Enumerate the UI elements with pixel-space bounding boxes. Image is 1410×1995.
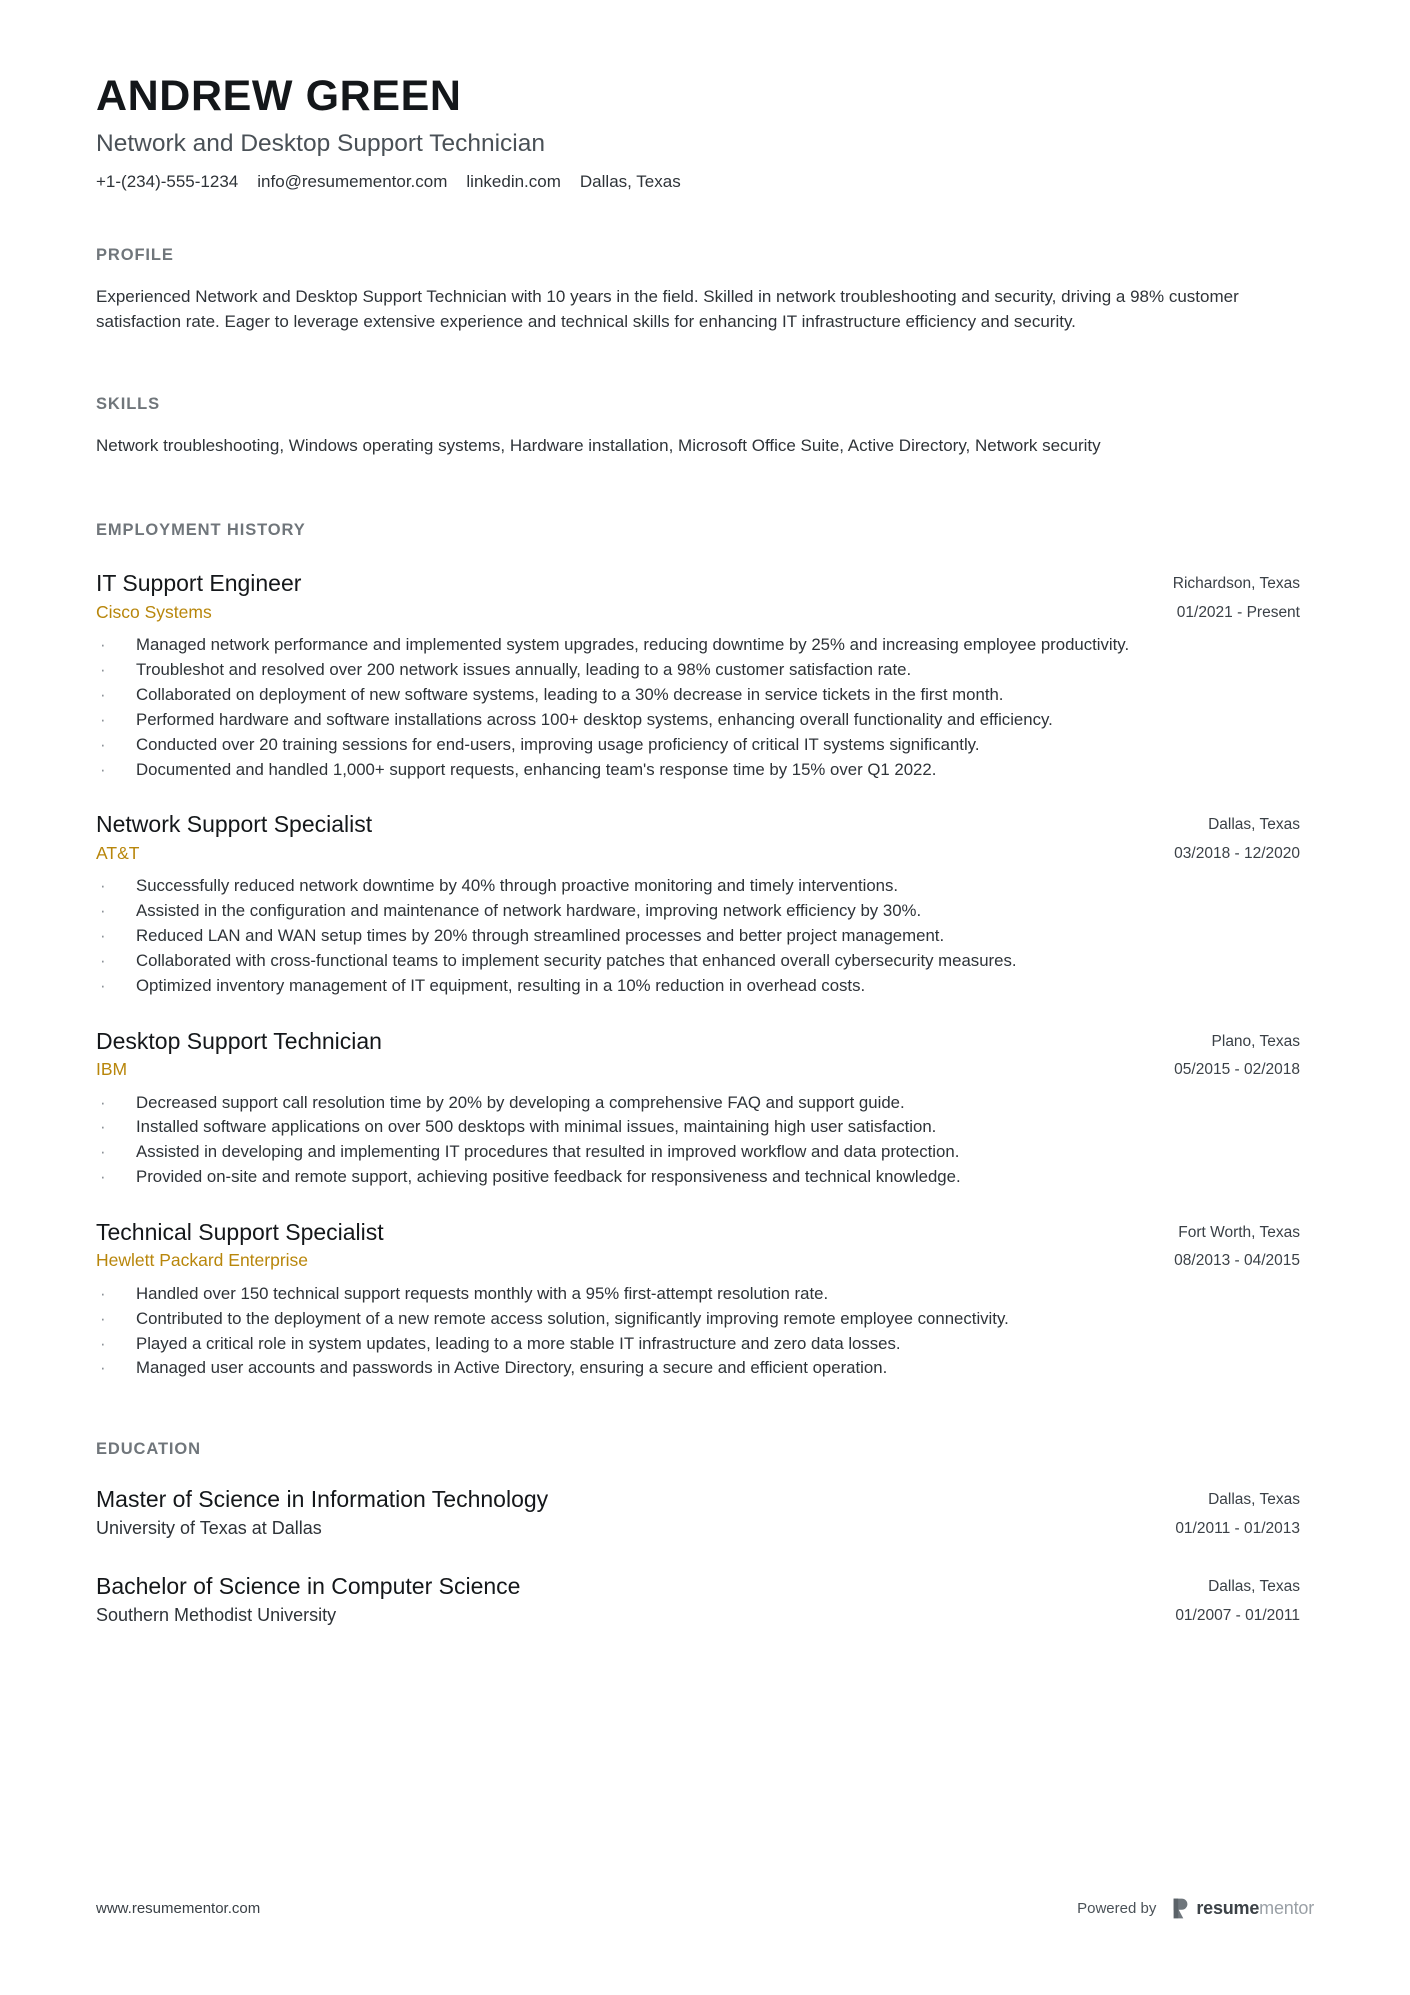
bullet-dot-icon: · [100,635,106,655]
employment-bullet-text: Collaborated with cross-functional teams to implement security patches that enhanced overall cybersecurity measures. [136,950,1017,970]
employment-bullet-text: Assisted in the configuration and maintenance of network hardware, improving network efficiency by 30%. [136,901,922,921]
employment-entry-meta [1150,1218,1300,1273]
page-footer [96,1898,1314,1919]
employment-bullet-text: Contributed to the deployment of a new remote access solution, significantly improving remote employee connectivity. [136,1308,1009,1328]
brand-name-bold: resume [1196,1898,1260,1918]
contact-email: info@resumementor.com [257,171,448,191]
employment-dates: 08/2013 - 04/2015 [1174,1252,1300,1270]
employment-dates: 05/2015 - 02/2018 [1174,1061,1300,1079]
section-heading-profile: PROFILE [96,245,174,264]
employment-bullet [96,874,1300,898]
employment-bullet-text: Installed software applications on over 500 desktops with minimal issues, maintaining high user satisfaction. [136,1117,937,1137]
employment-bullet [96,1356,1300,1380]
education-entry-header [96,1485,1300,1540]
bullet-dot-icon: · [100,709,106,729]
employment-job-title: IT Support Engineer [96,570,302,597]
employment-bullet-text: Provided on-site and remote support, achieving positive feedback for responsiveness and technical knowledge. [136,1167,961,1187]
education-entry-meta [1151,1485,1300,1540]
section-heading-education: EDUCATION [96,1440,201,1459]
employment-bullet [96,633,1300,657]
contact-linkedin: linkedin.com [466,171,561,191]
employment-bullet [96,733,1300,757]
bullet-dot-icon: · [100,1283,106,1303]
candidate-name: ANDREW GREEN [96,72,462,120]
employment-bullet [96,1332,1300,1356]
employment-bullet [96,1282,1300,1306]
employment-bullet [96,1091,1300,1115]
employment-dates: 03/2018 - 12/2020 [1174,844,1300,862]
employment-bullet-text: Assisted in developing and implementing IT procedures that resulted in improved workflow and data protection. [136,1142,960,1162]
section-education [96,1440,1300,1627]
education-entry [96,1485,1300,1540]
employment-job-title: Network Support Specialist [96,811,373,838]
employment-bullet [96,1140,1300,1164]
employment-bullet [96,949,1300,973]
employment-bullet-text: Managed user accounts and passwords in Active Directory, ensuring a secure and efficient operation. [136,1358,888,1378]
employment-entry-list [96,569,1300,1380]
employment-bullet [96,924,1300,948]
bullet-dot-icon: · [100,1092,106,1112]
employment-bullet-text: Played a critical role in system updates, leading to a more stable IT infrastructure and zero data losses. [136,1333,901,1353]
employment-bullet-text: Performed hardware and software installations across 100+ desktop systems, enhancing overall functionality and efficiency. [136,709,1053,729]
employment-bullet-text: Documented and handled 1,000+ support requests, enhancing team's response time by 15% over Q1 2022. [136,759,937,779]
employment-entry-meta [1150,1027,1300,1082]
section-employment-history [96,521,1300,1380]
footer-website[interactable]: www.resumementor.com [96,1900,261,1917]
employment-bullet-text: Reduced LAN and WAN setup times by 20% through streamlined processes and better project management. [136,926,945,946]
candidate-job-title: Network and Desktop Support Technician [96,130,545,158]
bullet-dot-icon: · [100,1333,106,1353]
powered-by-label: Powered by [1077,1900,1157,1917]
employment-entry [96,810,1300,997]
resumementor-mark-icon [1172,1898,1191,1919]
employment-company: Cisco Systems [96,601,212,622]
bullet-dot-icon: · [100,926,106,946]
contact-location: Dallas, Texas [579,171,681,191]
bullet-dot-icon: · [100,876,106,896]
employment-entry-header [96,1027,1300,1082]
contact-phone: +1-(234)-555-1234 [96,171,239,191]
employment-job-title: Desktop Support Technician [96,1027,382,1054]
employment-bullet [96,708,1300,732]
employment-entry-header [96,569,1300,624]
employment-location: Dallas, Texas [1208,816,1300,834]
bullet-dot-icon: · [100,759,106,779]
employment-entry [96,1027,1300,1189]
education-entry-header [96,1572,1300,1627]
employment-company: IBM [96,1058,128,1079]
employment-entry-header [96,810,1300,865]
employment-bullet-text: Decreased support call resolution time by 20% by developing a comprehensive FAQ and support guide. [136,1092,905,1112]
education-entry-main [96,1572,1151,1627]
employment-company: AT&T [96,842,140,863]
bullet-dot-icon: · [100,1358,106,1378]
employment-dates: 01/2021 - Present [1176,603,1300,621]
section-heading-skills: SKILLS [96,394,161,413]
employment-company: Hewlett Packard Enterprise [96,1250,309,1270]
employment-entry-main [96,1027,1150,1081]
employment-entry-main [96,1218,1150,1272]
bullet-dot-icon: · [100,1308,106,1328]
section-skills [96,395,1300,459]
profile-text: Experienced Network and Desktop Support Technician with 10 years in the field. Skilled in network troubleshooting and security, driving a 98% customer satisfaction rate. Eager to leverage extensive experience and technical skills for enhancing IT infrastructure efficiency and security. [96,286,1239,331]
education-dates: 01/2007 - 01/2011 [1175,1606,1300,1624]
bullet-dot-icon: · [100,901,106,921]
employment-bullet-list [96,1091,1300,1189]
employment-bullet-text: Troubleshot and resolved over 200 network issues annually, leading to a 98% customer satisfaction rate. [136,660,912,680]
resume-header [96,0,1300,192]
bullet-dot-icon: · [100,950,106,970]
employment-bullet-text: Collaborated on deployment of new software systems, leading to a 30% decrease in service tickets in the first month. [136,685,1004,705]
employment-entry-meta [1149,569,1300,624]
section-heading-employment: EMPLOYMENT HISTORY [96,521,306,540]
employment-bullet [96,758,1300,782]
employment-entry [96,1218,1300,1380]
employment-location: Fort Worth, Texas [1178,1223,1300,1241]
bullet-dot-icon: · [100,1117,106,1137]
employment-bullet-list [96,633,1300,781]
employment-bullet [96,1307,1300,1331]
employment-location: Richardson, Texas [1172,575,1300,593]
resumementor-logo [1172,1898,1314,1919]
education-entry-main [96,1485,1151,1540]
education-degree: Bachelor of Science in Computer Science [96,1573,521,1600]
education-entry-meta [1151,1572,1300,1627]
employment-bullet [96,683,1300,707]
employment-bullet-text: Managed network performance and implemented system upgrades, reducing downtime by 25% and increasing employee productivity. [136,635,1130,655]
employment-bullet-text: Handled over 150 technical support requests monthly with a 95% first-attempt resolution rate. [136,1283,829,1303]
employment-entry-meta [1150,810,1300,865]
employment-bullet [96,899,1300,923]
employment-entry [96,569,1300,781]
employment-entry-header [96,1218,1300,1273]
bullet-dot-icon: · [100,660,106,680]
employment-bullet [96,1115,1300,1139]
education-dates: 01/2011 - 01/2013 [1175,1519,1300,1537]
employment-job-title: Technical Support Specialist [96,1218,384,1245]
skills-text: Network troubleshooting, Windows operating systems, Hardware installation, Microsoft Office Suite, Active Directory, Network security [96,435,1101,455]
employment-bullet [96,658,1300,682]
employment-entry-main [96,810,1150,864]
employment-bullet [96,1165,1300,1189]
bullet-dot-icon: · [100,1167,106,1187]
employment-location: Plano, Texas [1211,1032,1300,1050]
employment-bullet-list [96,1282,1300,1380]
education-school: Southern Methodist University [96,1605,337,1626]
bullet-dot-icon: · [100,975,106,995]
education-school: University of Texas at Dallas [96,1518,322,1539]
bullet-dot-icon: · [100,685,106,705]
bullet-dot-icon: · [100,1142,106,1162]
employment-bullet [96,974,1300,998]
education-degree: Master of Science in Information Technology [96,1486,549,1513]
employment-bullet-text: Successfully reduced network downtime by 40% through proactive monitoring and timely interventions. [136,876,899,896]
footer-branding [1077,1898,1314,1919]
resume-content [96,0,1300,1627]
education-location: Dallas, Texas [1208,1578,1300,1596]
education-entry-list [96,1485,1300,1627]
employment-bullet-text: Conducted over 20 training sessions for end-users, improving usage proficiency of critical IT systems significantly. [136,734,980,754]
section-profile [96,246,1300,335]
contact-line [96,172,1300,192]
employment-bullet-list [96,874,1300,997]
employment-entry-main [96,569,1149,623]
brand-name-light: mentor [1259,1898,1314,1918]
employment-bullet-text: Optimized inventory management of IT equipment, resulting in a 10% reduction in overhead costs. [136,975,866,995]
education-entry [96,1572,1300,1627]
education-location: Dallas, Texas [1208,1491,1300,1509]
bullet-dot-icon: · [100,734,106,754]
